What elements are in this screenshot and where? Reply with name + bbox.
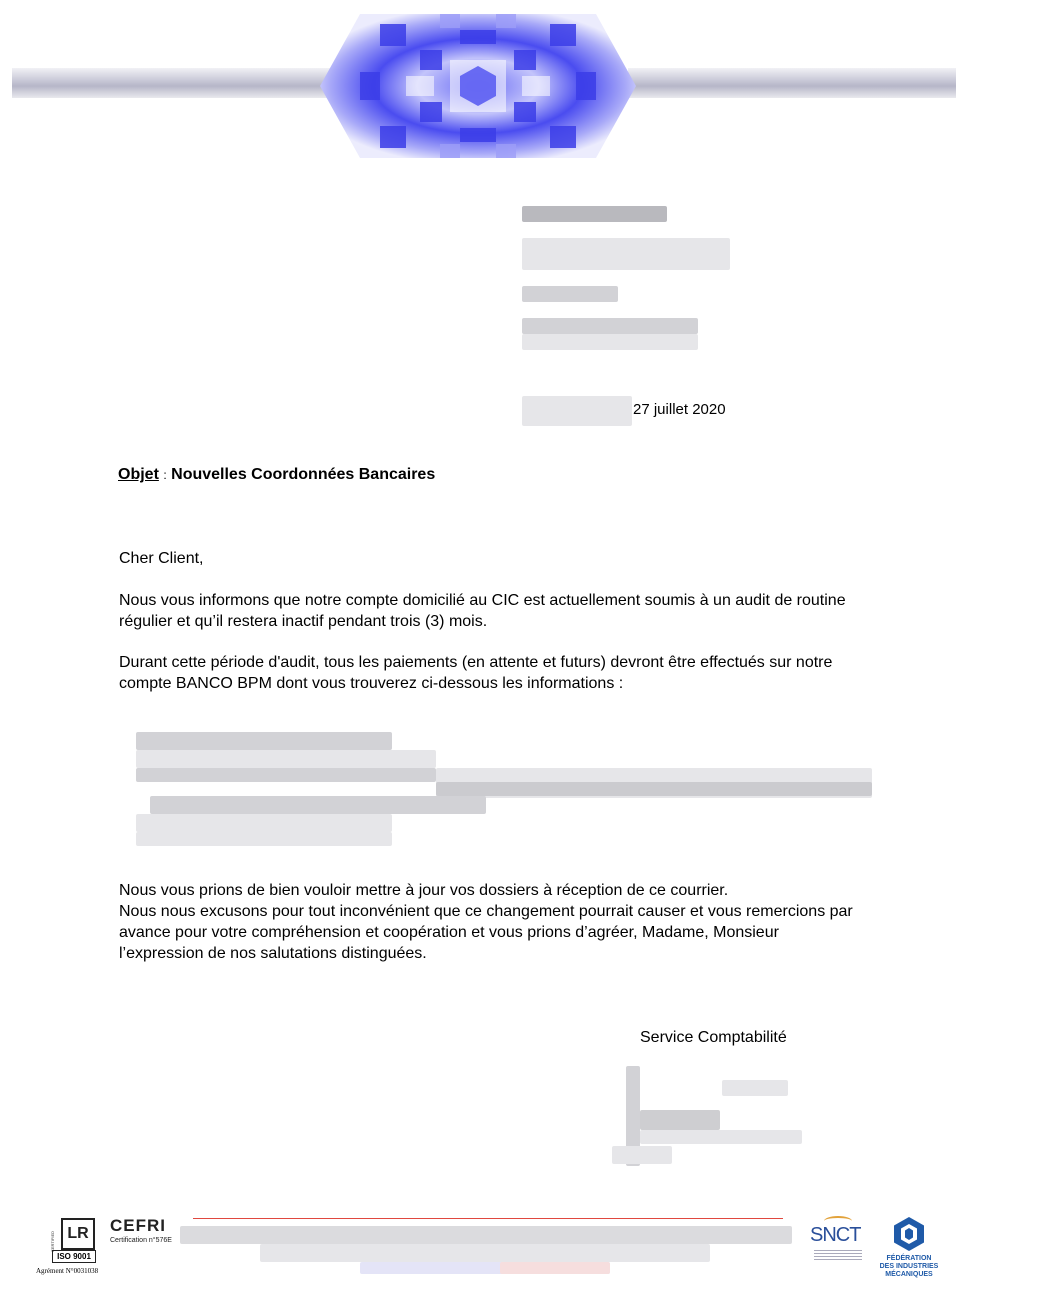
letter-date: 27 juillet 2020 [633, 401, 726, 418]
subject-label: Objet [118, 466, 159, 483]
logo-band-left [12, 68, 330, 98]
logo-band-right [628, 68, 956, 98]
fim-line1: FÉDÉRATION [886, 1255, 932, 1262]
cefri-certification: Certification n°576E [110, 1237, 172, 1244]
subject-text: Nouvelles Coordonnées Bancaires [171, 466, 436, 483]
city-blurred [522, 396, 632, 426]
paragraph-new-account [119, 652, 979, 694]
fim-line3: MÉCANIQUES [885, 1271, 933, 1278]
paragraph-line: Nous vous informons que notre compte domicilié au CIC est actuellement soumis à un audit de routine [119, 592, 846, 609]
footer-rule [193, 1218, 783, 1219]
lr-certified-text: CERTIFIED [50, 1230, 55, 1252]
paragraph-line: avance pour votre compréhension et coopération et vous prions d’agréer, Madame, Monsieur [119, 924, 779, 941]
paragraph-closing [119, 880, 979, 964]
paragraph-line: Durant cette période d'audit, tous les paiements (en attente et futurs) devront être effectués sur notre [119, 654, 833, 671]
paragraph-line: l’expression de nos salutations distinguées. [119, 945, 427, 962]
company-info-blurred [180, 1224, 795, 1276]
company-logo-banner [0, 0, 1046, 165]
handwritten-signature-blurred [612, 1064, 808, 1174]
greeting: Cher Client, [119, 550, 204, 567]
signature-label: Service Comptabilité [640, 1029, 787, 1046]
subject-separator: : [163, 468, 167, 482]
fim-line2: DES INDUSTRIES [879, 1263, 939, 1270]
lr-logo-icon: LR [61, 1218, 95, 1250]
logo-mosaic-icon [320, 10, 636, 162]
paragraph-line: Nous vous prions de bien vouloir mettre à jour vos dossiers à réception de ce courrier. [119, 882, 729, 899]
subject-line [118, 464, 435, 486]
bank-details-blurred [136, 732, 876, 848]
footer [0, 1210, 1046, 1306]
paragraph-line: régulier et qu’il restera inactif pendant trois (3) mois. [119, 613, 488, 630]
fim-logo [876, 1216, 942, 1280]
paragraph-line: Nous nous excusons pour tout inconvénient que ce changement pourrait causer et vous remercions par [119, 903, 853, 920]
agrement-number: Agrément N°0031038 [36, 1267, 99, 1275]
snct-tagline-lines [814, 1250, 862, 1260]
recipient-address-blurred [522, 204, 732, 354]
lr-iso-badge [50, 1216, 96, 1262]
snct-logo [810, 1216, 866, 1264]
iso-label: ISO 9001 [52, 1250, 96, 1263]
paragraph-line: compte BANCO BPM dont vous trouverez ci-dessous les informations : [119, 675, 624, 692]
cefri-logo: CEFRI [110, 1216, 166, 1235]
snct-name: SNCT [810, 1224, 861, 1246]
paragraph-audit [119, 590, 979, 632]
fim-emblem-icon [891, 1216, 927, 1252]
